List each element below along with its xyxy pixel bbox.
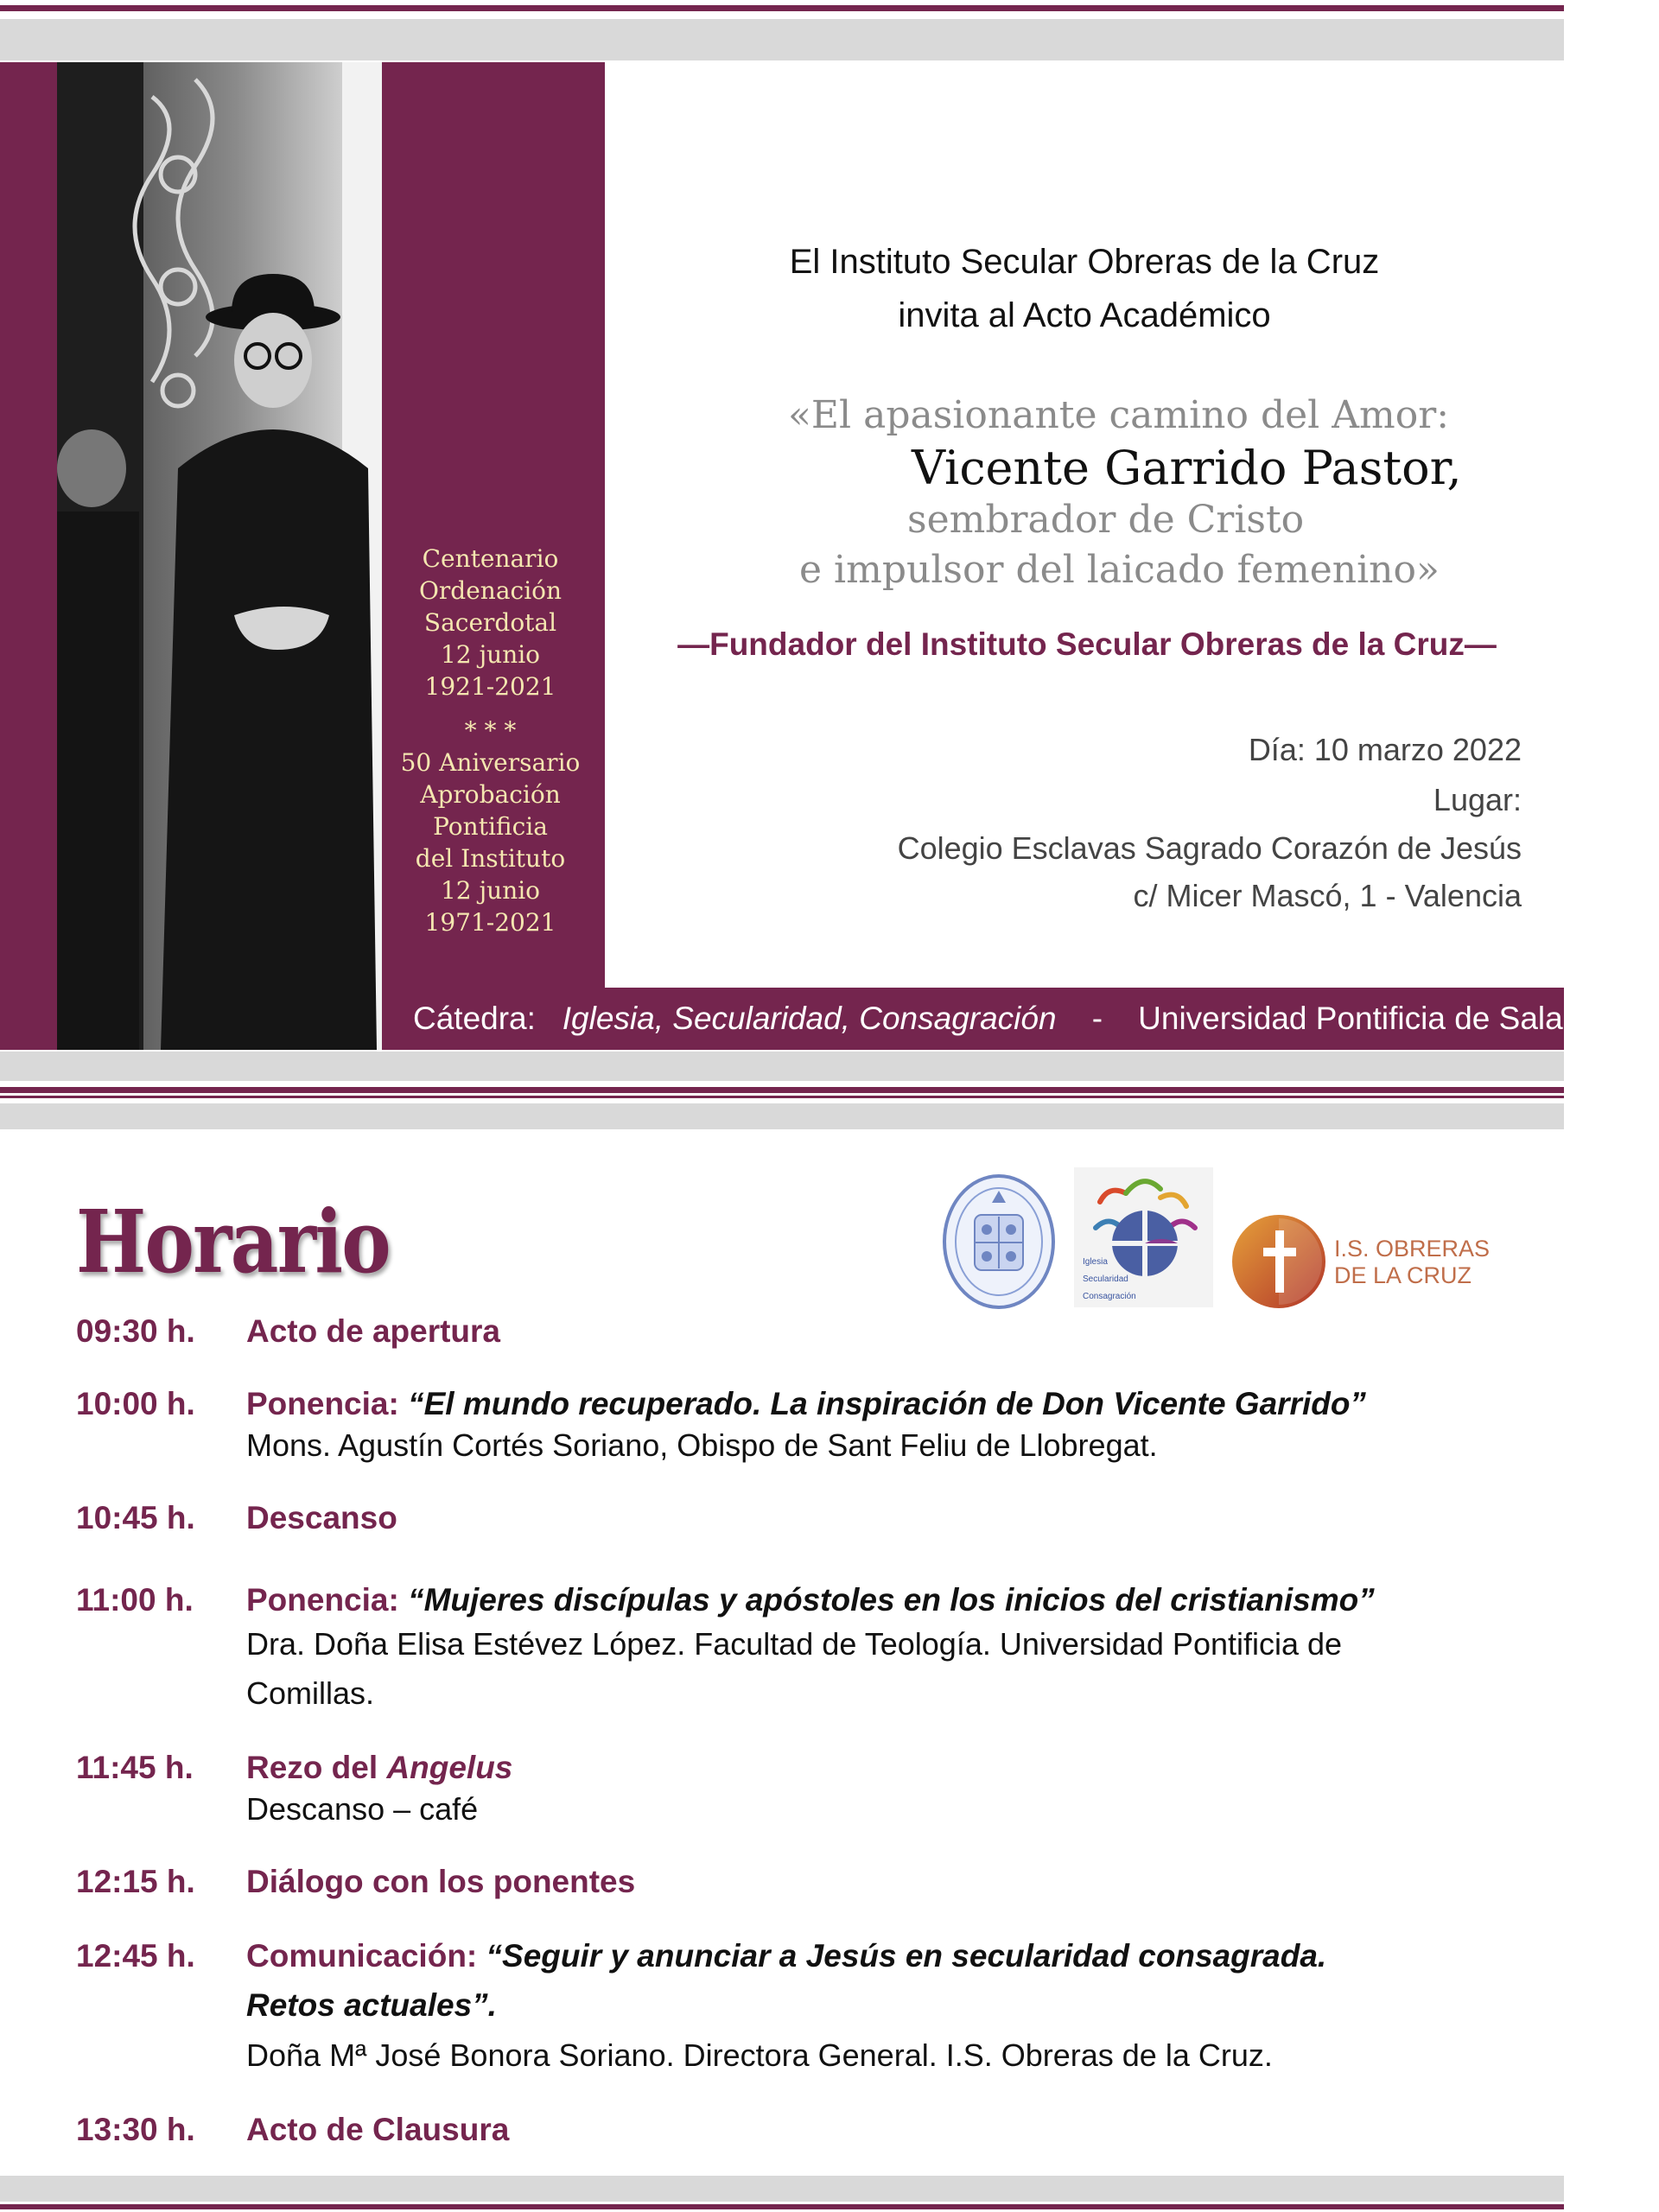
event-day: Día: 10 marzo 2022 bbox=[1248, 732, 1522, 767]
item-title-comunicacion-2 bbox=[246, 1987, 497, 2024]
photo-illustration bbox=[57, 62, 382, 1050]
aniversario-line: 12 junio bbox=[440, 876, 541, 905]
obreras-logo-text bbox=[1334, 1236, 1490, 1289]
obreras-logo bbox=[1230, 1213, 1328, 1310]
place-address: c/ Micer Mascó, 1 - Valencia bbox=[1133, 878, 1522, 913]
aniversario-line: Pontificia bbox=[433, 812, 548, 841]
ponencia-quote: “El mundo recuperado. La inspiración de Don Vicente Garrido” bbox=[408, 1386, 1366, 1421]
schedule-heading: Horario bbox=[76, 1191, 390, 1293]
quote-line-4: e impulsor del laicado femenino» bbox=[799, 548, 1440, 592]
bishop-seal-logo bbox=[942, 1173, 1056, 1310]
comunicacion-label: Comunicación: bbox=[246, 1938, 478, 1974]
bishop-seal-icon bbox=[942, 1173, 1056, 1310]
item-title-dialogo: Diálogo con los ponentes bbox=[246, 1864, 636, 1899]
centenario-line: 12 junio bbox=[440, 640, 541, 669]
place-name: Colegio Esclavas Sagrado Corazón de Jesús bbox=[897, 830, 1522, 866]
time-1145: 11:45 h. bbox=[76, 1750, 194, 1785]
obreras-cross-logo bbox=[1230, 1213, 1328, 1310]
middle-grey-band bbox=[0, 1052, 1564, 1081]
time-0930: 09:30 h. bbox=[76, 1313, 195, 1349]
isc-logo bbox=[1074, 1167, 1213, 1307]
item-title-angelus bbox=[246, 1750, 512, 1786]
photo-vicente-garrido bbox=[57, 62, 382, 1050]
obreras-logo-line-2: DE LA CRUZ bbox=[1334, 1262, 1472, 1288]
invitation-line-2: invita al Acto Académico bbox=[898, 296, 1271, 334]
quote-line-1: «El apasionante camino del Amor: bbox=[788, 393, 1450, 437]
centenario-line: Sacerdotal bbox=[423, 608, 557, 637]
time-1215: 12:15 h. bbox=[76, 1864, 195, 1899]
item-sub-cortes: Mons. Agustín Cortés Soriano, Obispo de Sant Feliu de Llobregat. bbox=[246, 1427, 1158, 1463]
centenario-text bbox=[385, 543, 596, 938]
middle-plum-line-1 bbox=[0, 1087, 1564, 1093]
ponencia-quote: “Mujeres discípulas y apóstoles en los inicios del cristianismo” bbox=[408, 1582, 1375, 1618]
centenario-line: 1921-2021 bbox=[424, 672, 556, 701]
ponencia-label: Ponencia: bbox=[246, 1582, 399, 1618]
bottom-grey-band bbox=[0, 2176, 1564, 2202]
invitation-line-1: El Instituto Secular Obreras de la Cruz bbox=[789, 243, 1380, 281]
item-title-ponencia-2 bbox=[246, 1582, 1375, 1618]
comunicacion-quote: “Seguir y anunciar a Jesús en secularidad consagrada. bbox=[486, 1938, 1327, 1974]
item-title-clausura: Acto de Clausura bbox=[246, 2112, 510, 2147]
catedra-dash: - bbox=[1091, 1001, 1103, 1036]
centenario-line: Centenario bbox=[422, 544, 559, 573]
item-title-ponencia-1 bbox=[246, 1386, 1366, 1422]
separator-stars: * * * bbox=[464, 716, 517, 745]
item-sub-bonora: Doña Mª José Bonora Soriano. Directora General. I.S. Obreras de la Cruz. bbox=[246, 2037, 1273, 2073]
time-1330: 13:30 h. bbox=[76, 2112, 195, 2147]
aniversario-line: del Instituto bbox=[415, 844, 566, 873]
time-1000: 10:00 h. bbox=[76, 1386, 195, 1421]
aniversario-line: Aprobación bbox=[420, 780, 561, 809]
angelus-italic: Angelus bbox=[386, 1750, 513, 1785]
top-plum-line bbox=[0, 5, 1564, 11]
item-sub-estevez-1: Dra. Doña Elisa Estévez López. Facultad de Teología. Universidad Pontificia de bbox=[246, 1626, 1343, 1662]
isc-logo-line: Secularidad bbox=[1083, 1274, 1128, 1284]
aniversario-line: 50 Aniversario bbox=[400, 748, 581, 777]
item-title-comunicacion bbox=[246, 1938, 1326, 1974]
item-title-descanso: Descanso bbox=[246, 1500, 397, 1535]
isc-logo-line: Consagración bbox=[1083, 1292, 1136, 1301]
catedra-name: Iglesia, Secularidad, Consagración bbox=[562, 1001, 1057, 1036]
quote-name: Vicente Garrido Pastor, bbox=[912, 441, 1462, 495]
place-label: Lugar: bbox=[1433, 782, 1522, 817]
top-grey-band bbox=[0, 19, 1564, 60]
item-sub-cafe: Descanso – café bbox=[246, 1791, 479, 1827]
quote-line-3: sembrador de Cristo bbox=[907, 498, 1305, 542]
comunicacion-quote-2: Retos actuales”. bbox=[246, 1987, 497, 2023]
aniversario-line: 1971-2021 bbox=[424, 908, 556, 937]
obreras-logo-line-1: I.S. OBRERAS bbox=[1334, 1236, 1491, 1262]
ponencia-label: Ponencia: bbox=[246, 1386, 399, 1421]
item-title-apertura: Acto de apertura bbox=[246, 1313, 501, 1349]
catedra-university: Universidad Pontificia de Salamanca bbox=[1138, 1001, 1659, 1036]
isc-logo-line: Iglesia bbox=[1083, 1257, 1108, 1267]
item-sub-estevez-2: Comillas. bbox=[246, 1675, 375, 1711]
middle-grey-band-2 bbox=[0, 1103, 1564, 1129]
centenario-line: Ordenación bbox=[418, 576, 563, 605]
time-1045: 10:45 h. bbox=[76, 1500, 195, 1535]
founder-line: —Fundador del Instituto Secular Obreras de la Cruz— bbox=[677, 626, 1497, 662]
catedra-text bbox=[413, 988, 1659, 1050]
bottom-plum-line bbox=[0, 2204, 1564, 2209]
catedra-label: Cátedra: bbox=[413, 1001, 536, 1036]
time-1100: 11:00 h. bbox=[76, 1582, 194, 1618]
angelus-label: Rezo del bbox=[246, 1750, 378, 1785]
time-1245: 12:45 h. bbox=[76, 1938, 195, 1974]
isc-logo-text bbox=[1083, 1254, 1136, 1306]
middle-plum-line-2 bbox=[0, 1096, 1564, 1098]
